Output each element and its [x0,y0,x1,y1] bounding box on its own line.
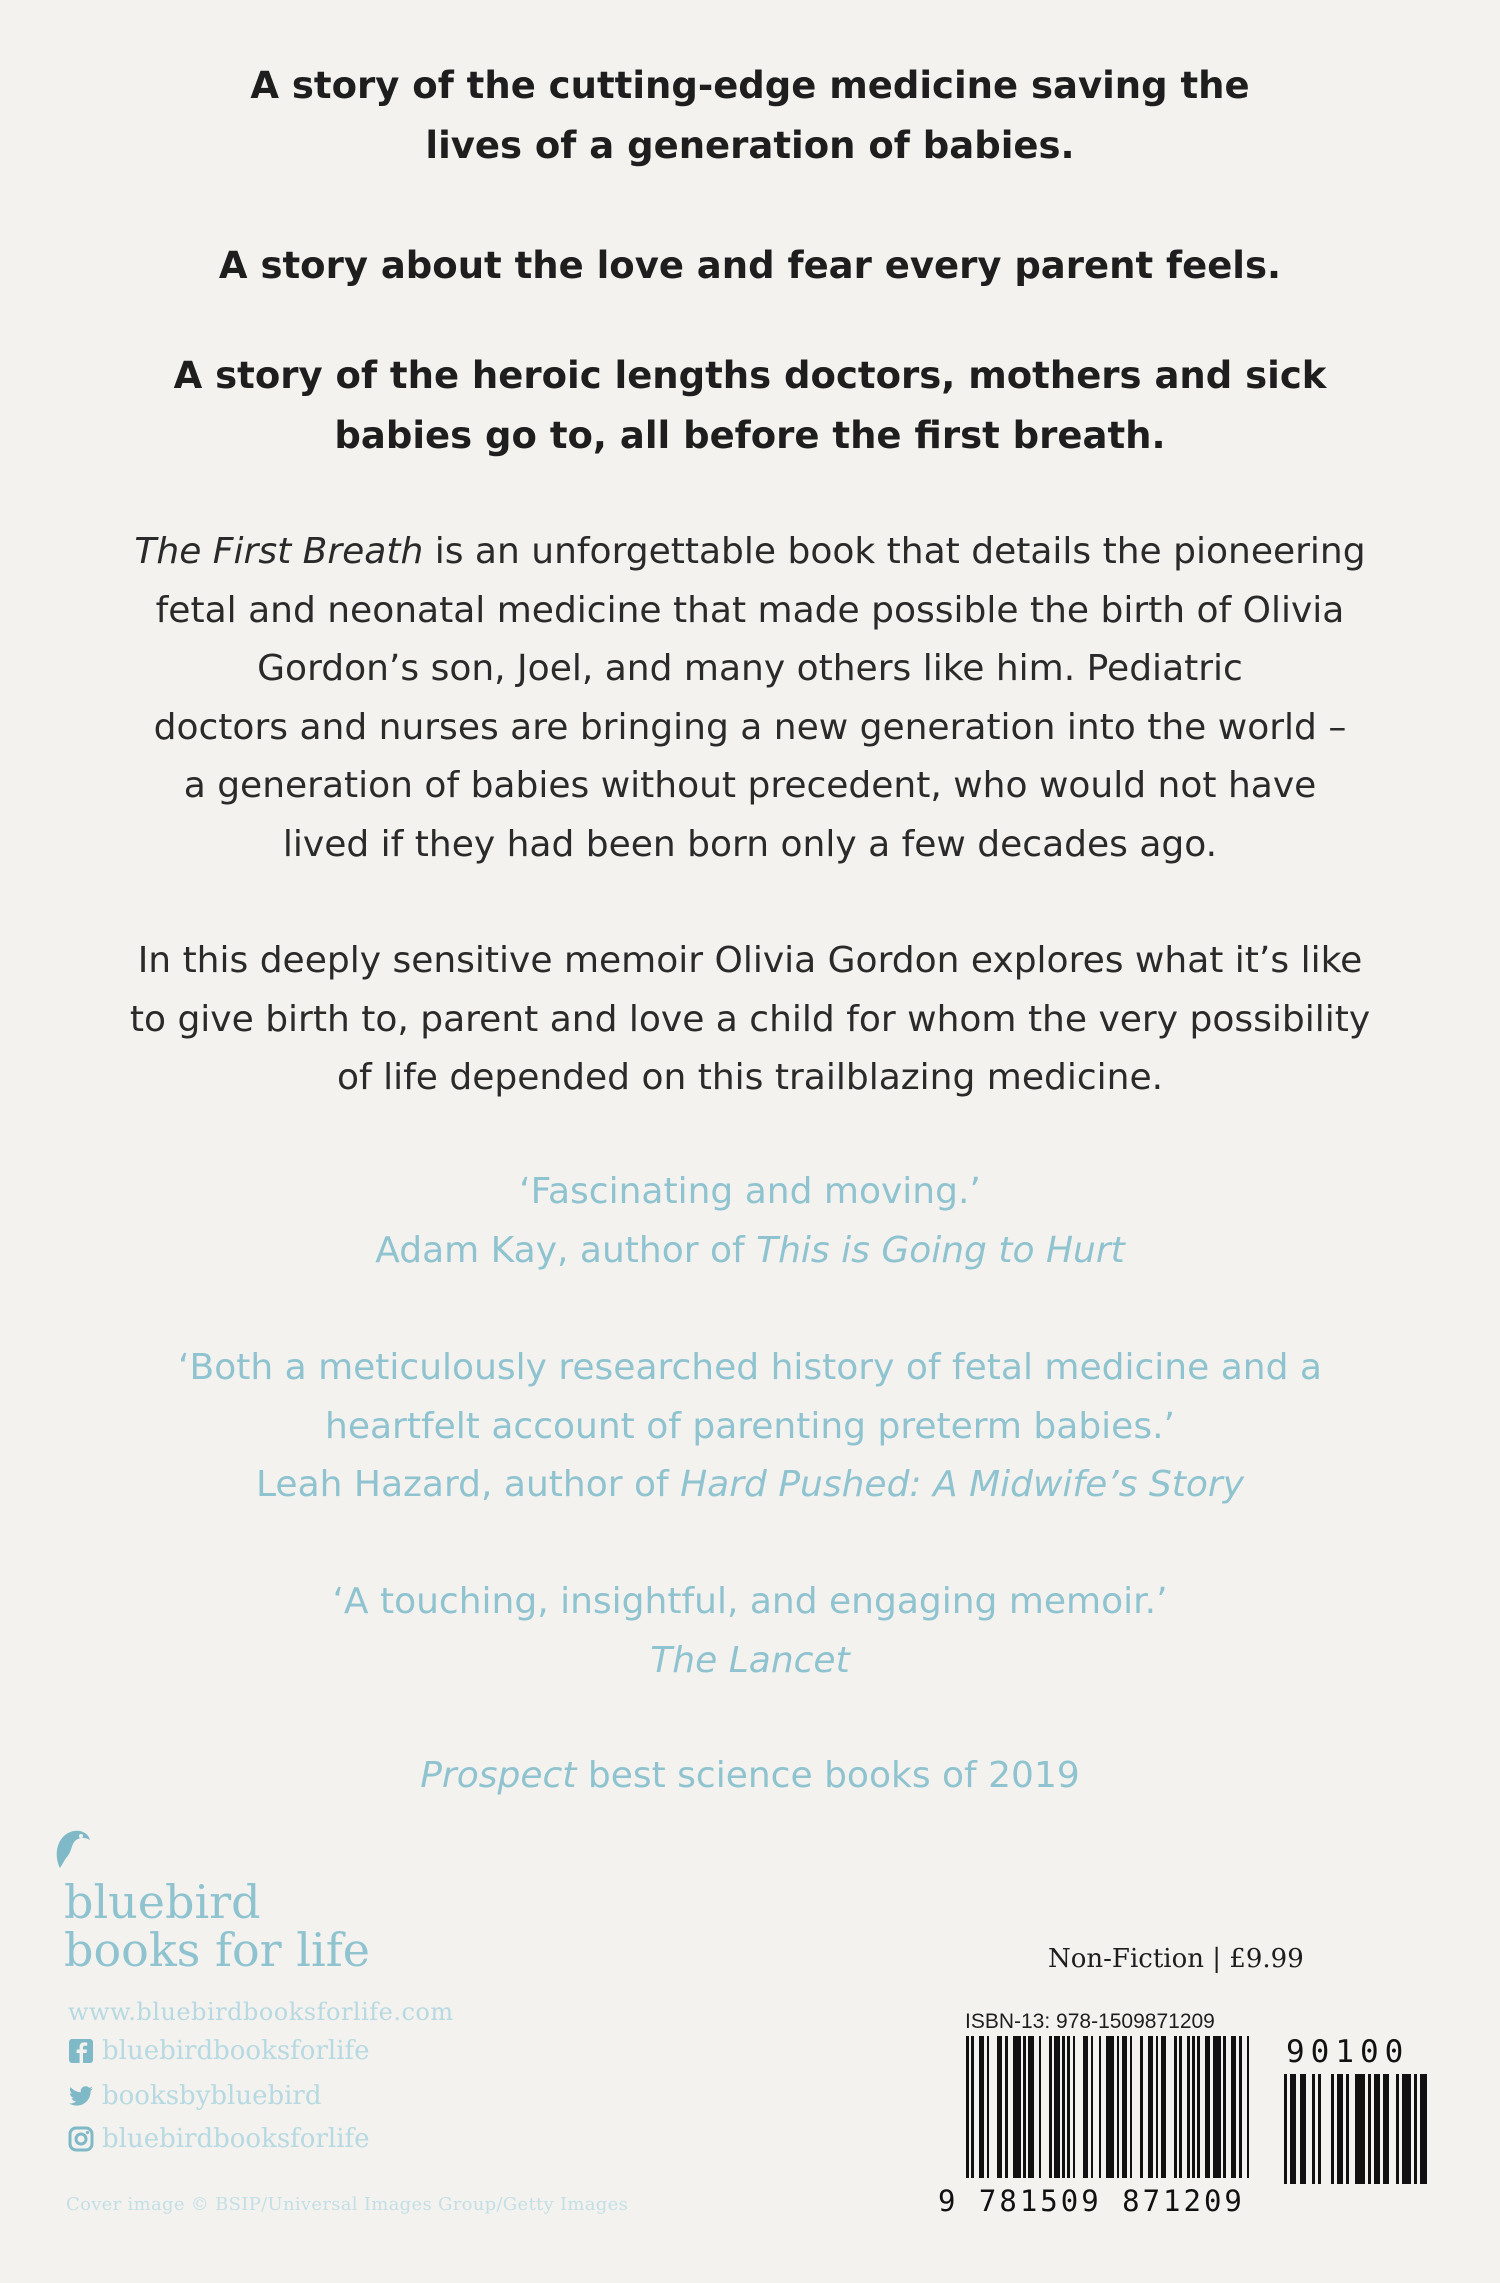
publisher-name-line-1: bluebird [64,1875,261,1929]
barcode-bar [1396,2074,1399,2184]
barcode-bar [971,2036,974,2178]
cover-image-credit: Cover image © BSIP/Universal Images Group/Getty Images [66,2194,629,2215]
barcode-bar [1067,2036,1070,2178]
review-2-attribution [75,1456,1425,1515]
bluebird-logo-icon [52,1828,92,1870]
barcode-bar [1346,2074,1349,2184]
barcode-bar [1140,2036,1143,2178]
barcode-bar [1300,2074,1306,2184]
barcode-bar [1091,2036,1094,2178]
blurb-2-line-1: In this deeply sensitive memoir Olivia Gordon explores what it’s like [137,940,1363,981]
barcode-bar [1192,2036,1195,2178]
headline-3-line-2: babies go to, all before the first breath. [334,414,1166,457]
barcode-bar [1223,2036,1226,2178]
barcode-bar [1355,2074,1364,2184]
addon-barcode [1284,2074,1428,2184]
review-1-quote: ‘Fascinating and moving.’ [519,1171,981,1212]
barcode-bar [1073,2036,1076,2178]
blurb-1-line-3: Gordon’s son, Joel, and many others like him. Pediatric [257,648,1243,689]
review-1-author: Adam Kay, author of [375,1229,757,1271]
barcode-bar [1099,2036,1102,2178]
blurb-1-line-4: doctors and nurses are bringing a new generation into the world – [153,706,1347,748]
barcode-bar [1179,2036,1182,2178]
headline-1-line-2: lives of a generation of babies. [425,124,1075,167]
barcode-bar [1049,2036,1052,2178]
twitter-icon [68,2083,94,2109]
isbn-label: ISBN-13: 978-1509871209 [965,2010,1215,2033]
barcode-bar [1205,2036,1210,2178]
category-price: Non-Fiction | £9.99 [1048,1944,1304,1974]
blurb-1-line-5: a generation of babies without precedent, who would not have [183,765,1317,806]
headline-3-line-1: A story of the heroic lengths doctors, mothers and sick [173,354,1327,397]
blurb-1-line-1 [75,523,1425,582]
headline-3 [75,346,1425,466]
barcode-bar [1197,2036,1200,2178]
barcode-bar [1028,2036,1033,2178]
barcode-bar [1054,2036,1059,2178]
barcode-bar [1062,2036,1065,2178]
blurb-2-line-3: of life depended on this trailblazing medicine. [336,1057,1164,1098]
blurb-1-line-2: fetal and neonatal medicine that made possible the birth of Olivia [155,589,1345,631]
headline-2 [75,236,1425,296]
review-4 [75,1747,1425,1806]
review-3 [75,1573,1425,1690]
barcode-bar [1023,2036,1026,2178]
barcode-bar [1161,2036,1166,2178]
barcode-bar [1337,2074,1343,2184]
review-2-author: Leah Hazard, author of [256,1464,681,1505]
barcode-bar [1374,2074,1380,2184]
review-4-line [75,1747,1425,1806]
facebook-handle [68,2036,370,2066]
barcode-bar [1130,2036,1133,2178]
publisher-name [64,1875,370,1977]
barcode-bar [1383,2074,1389,2184]
twitter-handle-text: booksbybluebird [102,2081,322,2111]
barcode-bar [1174,2036,1177,2178]
book-title: The First Breath [134,531,424,572]
review-2-quote-line-2: heartfelt account of parenting preterm babies.’ [325,1405,1175,1447]
blurb-1-line-1-rest: is an unforgettable book that details the pioneering [423,531,1366,572]
barcode-bar [1284,2074,1287,2184]
headline-1-line-1: A story of the cutting-edge medicine saving the [250,64,1250,107]
barcode-bar [1156,2036,1159,2178]
barcode-bar [1122,2036,1127,2178]
headline-2-line-1: A story about the love and fear every parent feels. [218,244,1282,287]
barcode-bar [1331,2074,1334,2184]
barcode-bar [979,2036,984,2178]
review-1 [75,1163,1425,1280]
facebook-icon [68,2038,94,2064]
blurb-paragraph-2 [75,932,1425,1108]
barcode-bar [1039,2036,1042,2178]
review-4-source: Prospect [420,1755,577,1796]
review-1-book: This is Going to Hurt [756,1229,1125,1271]
review-2 [75,1339,1425,1515]
barcode-bar [1231,2036,1236,2178]
barcode-bar [1239,2036,1242,2178]
barcode-bar [1420,2074,1426,2184]
barcode-bar [987,2036,990,2178]
publisher-website: www.bluebirdbooksforlife.com [68,1998,454,2026]
barcode-addon-digits: 90100 [1286,2034,1410,2070]
review-3-quote: ‘A touching, insightful, and engaging memoir.’ [332,1581,1168,1622]
barcode-bar [1083,2036,1088,2178]
review-3-source: The Lancet [650,1639,850,1681]
barcode-bar [1247,2036,1250,2178]
instagram-handle-text: bluebirdbooksforlife [102,2124,370,2154]
headline-1 [75,56,1425,176]
barcode-bar [1117,2036,1120,2178]
isbn-barcode [966,2036,1272,2178]
barcode-bar [1318,2074,1321,2184]
review-2-book: Hard Pushed: A Midwife’s Story [680,1464,1244,1505]
barcode-bar [1213,2036,1221,2178]
barcode-bar [1368,2074,1371,2184]
review-4-rest: best science books of 2019 [576,1755,1080,1796]
review-1-attribution [75,1222,1425,1281]
blurb-2-line-2: to give birth to, parent and love a child for whom the very possibility [129,998,1371,1040]
facebook-handle-text: bluebirdbooksforlife [102,2036,370,2066]
publisher-name-line-2: books for life [64,1923,370,1977]
barcode-bar [1402,2074,1411,2184]
barcode-bar [1312,2074,1315,2184]
barcode-bar [1187,2036,1190,2178]
blurb-paragraph-1 [75,523,1425,874]
barcode-bar [1148,2036,1153,2178]
instagram-handle [68,2124,370,2154]
barcode-bar [1414,2074,1417,2184]
barcode-bar [1106,2036,1114,2178]
barcode-bar [1290,2074,1296,2184]
barcode-bar [1013,2036,1021,2178]
barcode-bar [966,2036,969,2178]
barcode-bar [997,2036,1002,2178]
review-2-quote-line-1: ‘Both a meticulously researched history of fetal medicine and a [178,1347,1322,1388]
twitter-handle [68,2081,322,2111]
blurb-1-line-6: lived if they had been born only a few decades ago. [282,823,1218,865]
barcode-bar [1005,2036,1008,2178]
instagram-icon [68,2126,94,2152]
barcode-digits: 9 781509 871209 [938,2184,1245,2218]
